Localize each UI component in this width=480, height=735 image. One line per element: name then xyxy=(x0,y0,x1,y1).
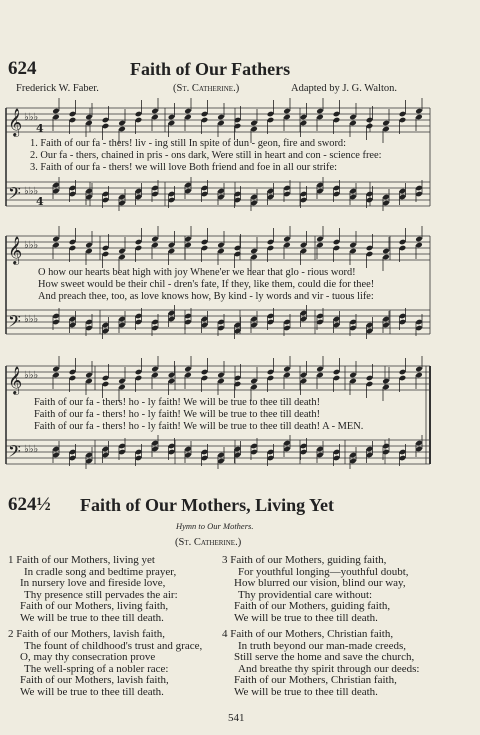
svg-text:♭♭♭: ♭♭♭ xyxy=(24,186,39,197)
stanza-line: Faith of our Mothers, guiding faith, xyxy=(230,554,387,566)
stanza-2 xyxy=(8,629,202,699)
page-number: 541 xyxy=(228,712,245,724)
stanza-line: In truth beyond our man-made creeds, xyxy=(238,639,406,652)
stanza-4 xyxy=(222,629,419,699)
hymn-number: 624 xyxy=(8,58,37,79)
stanza-line: Faith of our Mothers, Christian faith, xyxy=(234,674,397,687)
svg-text:♭♭♭: ♭♭♭ xyxy=(24,112,39,123)
stanza-line: Thy providential care without: xyxy=(238,588,373,601)
stanza-line: Still serve the home and save the church, xyxy=(234,651,415,664)
svg-text:𝄞: 𝄞 xyxy=(8,366,23,394)
svg-text:𝄢: 𝄢 xyxy=(8,311,21,335)
stanza-1 xyxy=(8,555,178,625)
svg-text:𝄞: 𝄞 xyxy=(8,108,23,136)
stanza-line: Faith of our Mothers, lavish faith, xyxy=(16,628,166,640)
stanza-line: O, may thy consecration prove xyxy=(20,651,156,664)
stanza-line: Faith of our Mothers, Christian faith, xyxy=(230,628,394,640)
svg-text:♭♭♭: ♭♭♭ xyxy=(24,370,39,381)
hymn-tune: (St. Catherine.) xyxy=(173,83,240,94)
svg-text:𝄢: 𝄢 xyxy=(8,441,21,465)
stanza-line: We will be true to thee till death. xyxy=(20,685,164,698)
lyric-line: How sweet would be their chil - dren's fate, If they, like them, could die for thee! xyxy=(38,279,375,290)
stanza-3 xyxy=(222,555,409,625)
lyric-line: O how our hearts beat high with joy Whene'er we hear that glo - rious word! xyxy=(38,267,356,278)
lyric-line: 3. Faith of our fa - thers! we will love Both friend and foe in all our strife: xyxy=(30,162,338,173)
stanza-line: We will be true to thee till death. xyxy=(20,611,164,624)
lyric-line: 2. Our fa - thers, chained in pris - ons dark, Were still in heart and con - science free: xyxy=(30,150,382,161)
lyric-line: Faith of our fa - thers! ho - ly faith! We will be true to thee till death! xyxy=(34,409,321,420)
hymn-number: 624½ xyxy=(8,494,51,515)
stanza-line: For youthful longing—youthful doubt, xyxy=(238,565,409,578)
stanza-line: We will be true to thee till death. xyxy=(234,611,378,624)
lyric-line: Faith of our fa - thers! ho - ly faith! We will be true to thee till death! A - MEN. xyxy=(34,421,364,432)
svg-text:♭♭♭: ♭♭♭ xyxy=(24,444,39,455)
stanza-number: 3 xyxy=(222,554,228,566)
hymn-title: Faith of Our Fathers xyxy=(130,59,291,79)
stanza-line: Faith of our Mothers, living yet xyxy=(16,554,155,566)
svg-text:𝄞: 𝄞 xyxy=(8,236,23,264)
svg-text:4: 4 xyxy=(36,195,44,208)
lyric-line: Faith of our fa - thers! ho - ly faith! We will be true to thee till death! xyxy=(34,397,321,408)
stanza-line: Faith of our Mothers, living faith, xyxy=(20,600,169,613)
stanza-line: We will be true to thee till death. xyxy=(234,685,378,698)
stanza-line: How blurred our vision, blind our way, xyxy=(234,577,406,590)
stanza-number: 1 xyxy=(8,554,14,566)
stanza-line: Faith of our Mothers, lavish faith, xyxy=(20,674,169,687)
svg-text:♭♭♭: ♭♭♭ xyxy=(24,240,39,251)
hymn-subtitle: Hymn to Our Mothers. xyxy=(176,521,254,531)
stanza-line: The fount of childhood's trust and grace, xyxy=(24,639,203,652)
music-system-3 xyxy=(0,356,480,474)
stanza-number: 4 xyxy=(222,628,228,640)
hymn-arranger: Adapted by J. G. Walton. xyxy=(291,83,397,94)
stanza-number: 2 xyxy=(8,628,14,640)
hymn-tune: (St. Catherine.) xyxy=(175,537,242,548)
stanza-line: And breathe thy spirit through our deeds: xyxy=(238,662,420,675)
music-system-2 xyxy=(0,226,480,344)
lyric-line: 1. Faith of our fa - thers! liv - ing still In spite of dun - geon, fire and sword: xyxy=(30,138,346,149)
svg-text:4: 4 xyxy=(36,122,44,135)
stanza-line: In cradle song and bedtime prayer, xyxy=(24,565,177,578)
stanza-line: Thy presence still pervades the air: xyxy=(24,588,178,601)
stanza-line: In nursery love and fireside love, xyxy=(20,577,166,590)
hymn-author: Frederick W. Faber. xyxy=(16,83,99,94)
stanza-line: Faith of our Mothers, guiding faith, xyxy=(234,600,391,613)
hymn-title: Faith of Our Mothers, Living Yet xyxy=(80,495,334,515)
music-system-1 xyxy=(0,98,480,216)
svg-text:♭♭♭: ♭♭♭ xyxy=(24,314,39,325)
svg-text:𝄢: 𝄢 xyxy=(8,183,21,207)
stanza-line: The well-spring of a nobler race: xyxy=(24,662,169,675)
lyric-line: And preach thee, too, as love knows how, By kind - ly words and vir - tuous life: xyxy=(38,291,374,302)
